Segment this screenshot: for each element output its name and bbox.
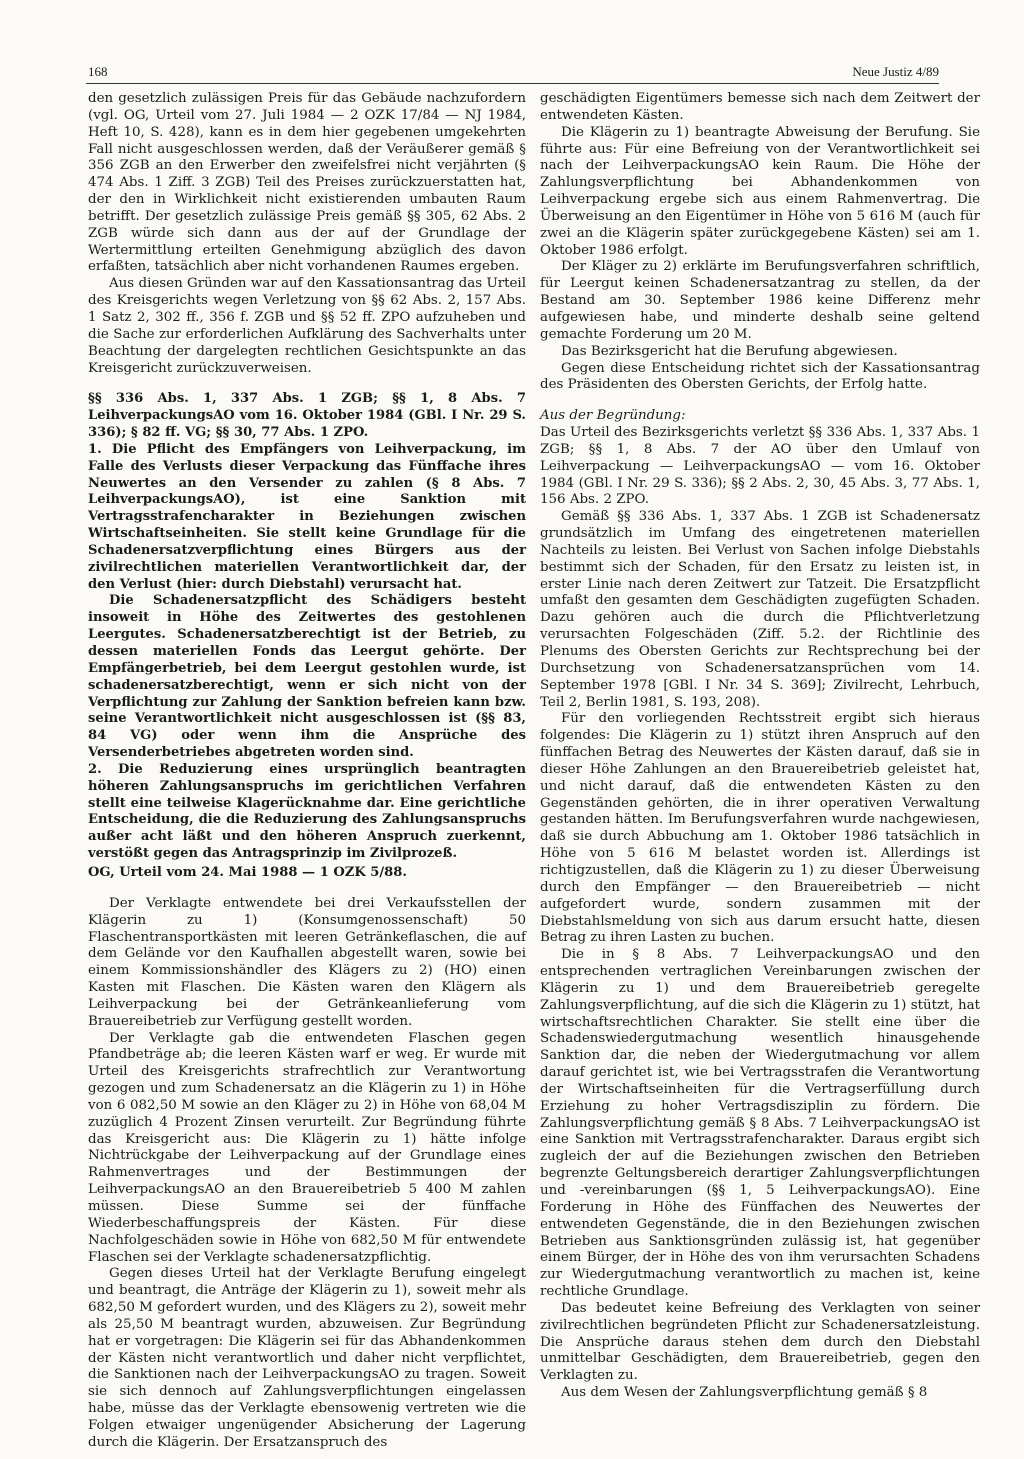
left-column <box>88 91 526 1452</box>
page-number: 168 <box>88 64 108 79</box>
paragraph: Gegen dieses Urteil hat der Verklagte Berufung eingelegt und beantragt, die Anträge der Klägerin zu 1), soweit mehr als 682,50 M gefordert wurden, und des Klägers zu 2), soweit mehr als 25,50 M beantragt wurden, abzuweisen. Zur Begründung hat er vorgetragen: Die Klägerin sei für das Abhandenkommen der Kästen nicht verantwortlich und daher nicht verpflichtet, die Sanktionen nach der LeihverpackungsAO zu tragen. Soweit sie sich dennoch auf Zahlungsverpflichtungen eingelassen habe, müsse das der Verklagte ebensowenig vertreten wie die Folgen etwaiger ungenügender Absicherung der Lagerung durch die Klägerin. Der Ersatzanspruch des <box>88 1266 526 1450</box>
paragraph: Der Verklagte gab die entwendeten Flaschen gegen Pfandbeträge ab; die leeren Kästen warf er weg. Er wurde mit Urteil des Kreisgerichts strafrechtlich zur Verantwortung gezogen und zum Schadenersatz an die Klägerin zu 1) in Höhe von 6 082,50 M sowie an den Kläger zu 2) in Höhe von 68,04 M zuzüglich 4 Prozent Zinsen verurteilt. Zur Begründung führte das Kreisgericht aus: Die Klägerin zu 1) hätte infolge Nichtrückgabe der Leihverpackung auf der Grundlage eines Rahmenvertrages und der Bestimmungen der LeihverpackungsAO an den Brauereibetrieb 5 400 M zahlen müssen. Diese Summe sei der fünffache Wiederbeschaffungspreis der Kästen. Für diese Nachfolgeschäden sowie in Höhe von 682,50 M für entwendete Flaschen sei der Verklagte schadenersatzpflichtig. <box>88 1030 526 1265</box>
paragraph: geschädigten Eigentümers bemesse sich nach dem Zeitwert der entwendeten Kästen. <box>540 91 980 123</box>
paragraph: Die in § 8 Abs. 7 LeihverpackungsAO und den entsprechenden vertraglichen Vereinbarungen zwischen der Klägerin zu 1) und dem Brauereibetrieb geregelte Zahlungsverpflichtung, auf die sich die Klägerin zu 1) stützt, hat wirtschaftsrechtlichen Charakter. Sie stellt eine über die Schadenswiedergutmachung wesentlich hinausgehende Sanktion dar, die neben der Wiedergutmachung vor allem darauf gerichtet ist, wie bei Vertragsstrafen die Verantwortung der Wirtschaftseinheiten für die Vertragserfüllung durch Erziehung zu hoher Vertragsdisziplin zu fördern. Die Zahlungsverpflichtung gemäß § 8 Abs. 7 LeihverpackungsAO ist eine Sanktion mit Vertragsstrafencharakter. Daraus ergibt sich zugleich der auf die Beziehungen zwischen den Betrieben begrenzte Geltungsbereich derartiger Zahlungsverpflichtungen und -vereinbarungen (§§ 1, 5 LeihverpackungsAO). Eine Forderung in Höhe des Fünffachen des Neuwertes der entwendeten Gegenstände, die in den Beziehungen zwischen Betrieben aus Sanktionsgründen zulässig ist, hat gegenüber einem Bürger, der in Höhe des von ihm verursachten Schadens zur Wiedergutmachung verantwortlich zu machen ist, keine rechtliche Grundlage. <box>540 947 980 1300</box>
paragraph: Gemäß §§ 336 Abs. 1, 337 Abs. 1 ZGB ist Schadenersatz grundsätzlich im Umfang des eingetretenen materiellen Nachteils zu leisten. Bei Verlust von Sachen infolge Diebstahls bestimmt sich der Schaden, für den Ersatz zu leisten ist, in erster Linie nach deren Zeitwert zur Tatzeit. Die Ersatzpflicht umfaßt den gesamten dem Geschädigten zugefügten Schaden. Dazu gehören auch die durch die Pflichtverletzung verursachten Folgeschäden (Ziff. 5.2. der Richtlinie des Plenums des Obersten Gerichts zur Rechtsprechung bei der Durchsetzung von Schadenersatzansprüchen vom 14. September 1978 [GBl. I Nr. 34 S. 369]; Zivilrecht, Lehrbuch, Teil 2, Berlin 1981, S. 193, 208). <box>540 509 980 710</box>
paragraph: Das Bezirksgericht hat die Berufung abgewiesen. <box>561 343 898 359</box>
running-head: Neue Justiz 4/89 <box>852 64 939 79</box>
leitsatz-1: 1. Die Pflicht des Empfängers von Leihverpackung, im Falle des Verlusts dieser Verpackung das Fünffache ihres Neuwertes an den Versender zu zahlen (§ 8 Abs. 7 LeihverpackungsAO), ist eine Sanktion mit Vertragsstrafencharakter in Beziehungen zwischen Wirtschaftseinheiten. Sie stellt keine Grundlage für die Schadenersatzverpflichtung eines Bürgers aus der zivilrechtlichen materiellen Verantwortlichkeit dar, der den Verlust (hier: durch Diebstahl) verursacht hat. <box>88 441 526 592</box>
paragraph: Aus dem Wesen der Zahlungsverpflichtung gemäß § 8 <box>561 1385 928 1401</box>
norm-headnote: §§ 336 Abs. 1, 337 Abs. 1 ZGB; §§ 1, 8 Abs. 7 LeihverpackungsAO vom 16. Oktober 1984 (GBl. I Nr. 29 S. 336); § 82 ff. VG; §§ 30, 77 Abs. 1 ZPO. <box>88 391 526 441</box>
paragraph: Die Klägerin zu 1) beantragte Abweisung der Berufung. Sie führte aus: Für eine Befreiung von der Verantwortlichkeit sei nach der LeihverpackungsAO kein Raum. Die Höhe der Zahlungsverpflichtung bei Abhandenkommen von Leihverpackung ergebe sich aus einem Rahmenvertrag. Die Überweisung an den Eigentümer in Höhe von 5 616 M (auch für zwei an die Klägerin später zurückgegebene Kästen) sei am 1. Oktober 1986 erfolgt. <box>540 124 980 258</box>
header-rule <box>86 83 939 84</box>
right-column <box>540 91 980 1402</box>
paragraph: Das bedeutet keine Befreiung des Verklagten von seiner zivilrechtlichen begründeten Pflicht zur Schadenersatzleistung. Die Ansprüche daraus stehen dem durch den Diebstahl unmittelbar Geschädigten, dem Brauereibetrieb, gegen den Verklagten zu. <box>540 1300 980 1384</box>
paragraph: Der Kläger zu 2) erklärte im Berufungsverfahren schriftlich, für Leergut keinen Schadenersatzantrag zu stellen, da der Bestand am 30. September 1986 keine Differenz mehr aufgewiesen habe, und minderte deshalb seine geltend gemachte Forderung um 20 M. <box>540 259 980 342</box>
paragraph: Der Verklagte entwendete bei drei Verkaufsstellen der Klägerin zu 1) (Konsumgenossenschaft) 50 Flaschentransportkästen mit leeren Getränkeflaschen, die auf dem Gelände vor den Kaufhallen abgestellt waren, sowie bei einem Kommissionshändler des Klägers zu 2) (HO) einen Kasten mit Flaschen. Die Kästen waren den Klägern als Leihverpackung bei der Getränkeanlieferung vom Brauereibetrieb zur Verfügung gestellt worden. <box>88 895 526 1029</box>
section-subheading: Aus der Begründung: <box>540 408 686 424</box>
paragraph: den gesetzlich zulässigen Preis für das Gebäude nachzufordern (vgl. OG, Urteil vom 27. Juli 1984 — 2 OZK 17/84 — NJ 1984, Heft 10, S. 428), kann es in dem hier gegebenen umgekehrten Fall nicht ausgeschlossen werden, daß der Veräußerer gemäß § 356 ZGB an den Erwerber den zweifelsfrei nicht verjährten (§ 474 Abs. 1 Ziff. 3 ZGB) Teil des Preises zurückzuerstatten hat, der den in Wirklichkeit nicht existierenden umbauten Raum betrifft. Der gesetzlich zulässige Preis gemäß §§ 305, 62 Abs. 2 ZGB würde sich dann aus der auf der Grundlage der Wertermittlung erteilten Genehmigung abzüglich des davon erfaßten, tatsächlich aber nicht vorhandenen Raumes ergeben. <box>88 91 526 275</box>
paragraph: Für den vorliegenden Rechtsstreit ergibt sich hieraus folgendes: Die Klägerin zu 1) stützt ihren Anspruch auf den fünffachen Betrag des Neuwertes der Kästen darauf, daß sie in dieser Höhe Zahlungen an den Brauereibetrieb geleistet hat, und nicht darauf, daß die entwendeten Kästen zu den Gegenständen gehörten, die in ihrer operativen Verwaltung gestanden hätten. Im Berufungsverfahren wurde nachgewiesen, daß sie durch Abbuchung am 1. Oktober 1986 tatsächlich in Höhe von 5 616 M belastet worden ist. Allerdings ist richtigzustellen, daß die Klägerin zu 1) zu dieser Überweisung durch den Empfänger — den Brauereibetrieb — nicht aufgefordert wurde, sondern zusammen mit der Diebstahlsmeldung von sich aus darum ersucht hatte, diesen Betrag zu ihren Lasten zu buchen. <box>540 711 980 946</box>
leitsatz-2: 2. Die Reduzierung eines ursprünglich beantragten höheren Zahlungsanspruchs im gerichtlichen Verfahren stellt eine teilweise Klagerücknahme dar. Eine gerichtliche Entscheidung, die die Reduzierung des Zahlungsanspruchs außer acht läßt und den höheren Anspruch zuerkennt, verstößt gegen das Antragsprinzip im Zivilprozeß. <box>88 761 526 862</box>
paragraph: Gegen diese Entscheidung richtet sich der Kassationsantrag des Präsidenten des Obersten Gerichts, der Erfolg hatte. <box>540 360 980 393</box>
leitsatz-1-continued: Die Schadenersatzpflicht des Schädigers besteht insoweit in Höhe des Zeitwertes des gestohlenen Leergutes. Schadenersatzberechtigt ist der Betrieb, zu dessen materiellen Fonds das Leergut gehörte. Der Empfängerbetrieb, bei dem Leergut gestohlen wurde, ist schadenersatzberechtigt, wenn er sich nicht von der Verpflichtung zur Zahlung der Sanktion befreien kann bzw. seine Verantwortlichkeit nicht ausgeschlossen ist (§§ 83, 84 VG) oder wenn ihm die Ansprüche des Versenderbetriebes abgetreten worden sind. <box>88 593 526 761</box>
paragraph: Das Urteil des Bezirksgerichts verletzt §§ 336 Abs. 1, 337 Abs. 1 ZGB; §§ 1, 8 Abs. 7 der AO über den Umlauf von Leihverpackung — LeihverpackungsAO — vom 16. Oktober 1984 (GBl. I Nr. 29 S. 336); §§ 2 Abs. 2, 30, 45 Abs. 3, 77 Abs. 1, 156 Abs. 2 ZPO. <box>540 425 980 508</box>
decision-citation: OG, Urteil vom 24. Mai 1988 — 1 OZK 5/88. <box>88 864 407 880</box>
paragraph: Aus diesen Gründen war auf den Kassationsantrag das Urteil des Kreisgerichts wegen Verletzung von §§ 62 Abs. 2, 157 Abs. 1 Satz 2, 302 ff., 356 f. ZGB und §§ 52 ff. ZPO aufzuheben und die Sache zur erforderlichen Aufklärung des Sachverhalts unter Beachtung der dargelegten rechtlichen Gesichtspunkte an das Kreisgericht zurückzuverweisen. <box>88 276 526 376</box>
